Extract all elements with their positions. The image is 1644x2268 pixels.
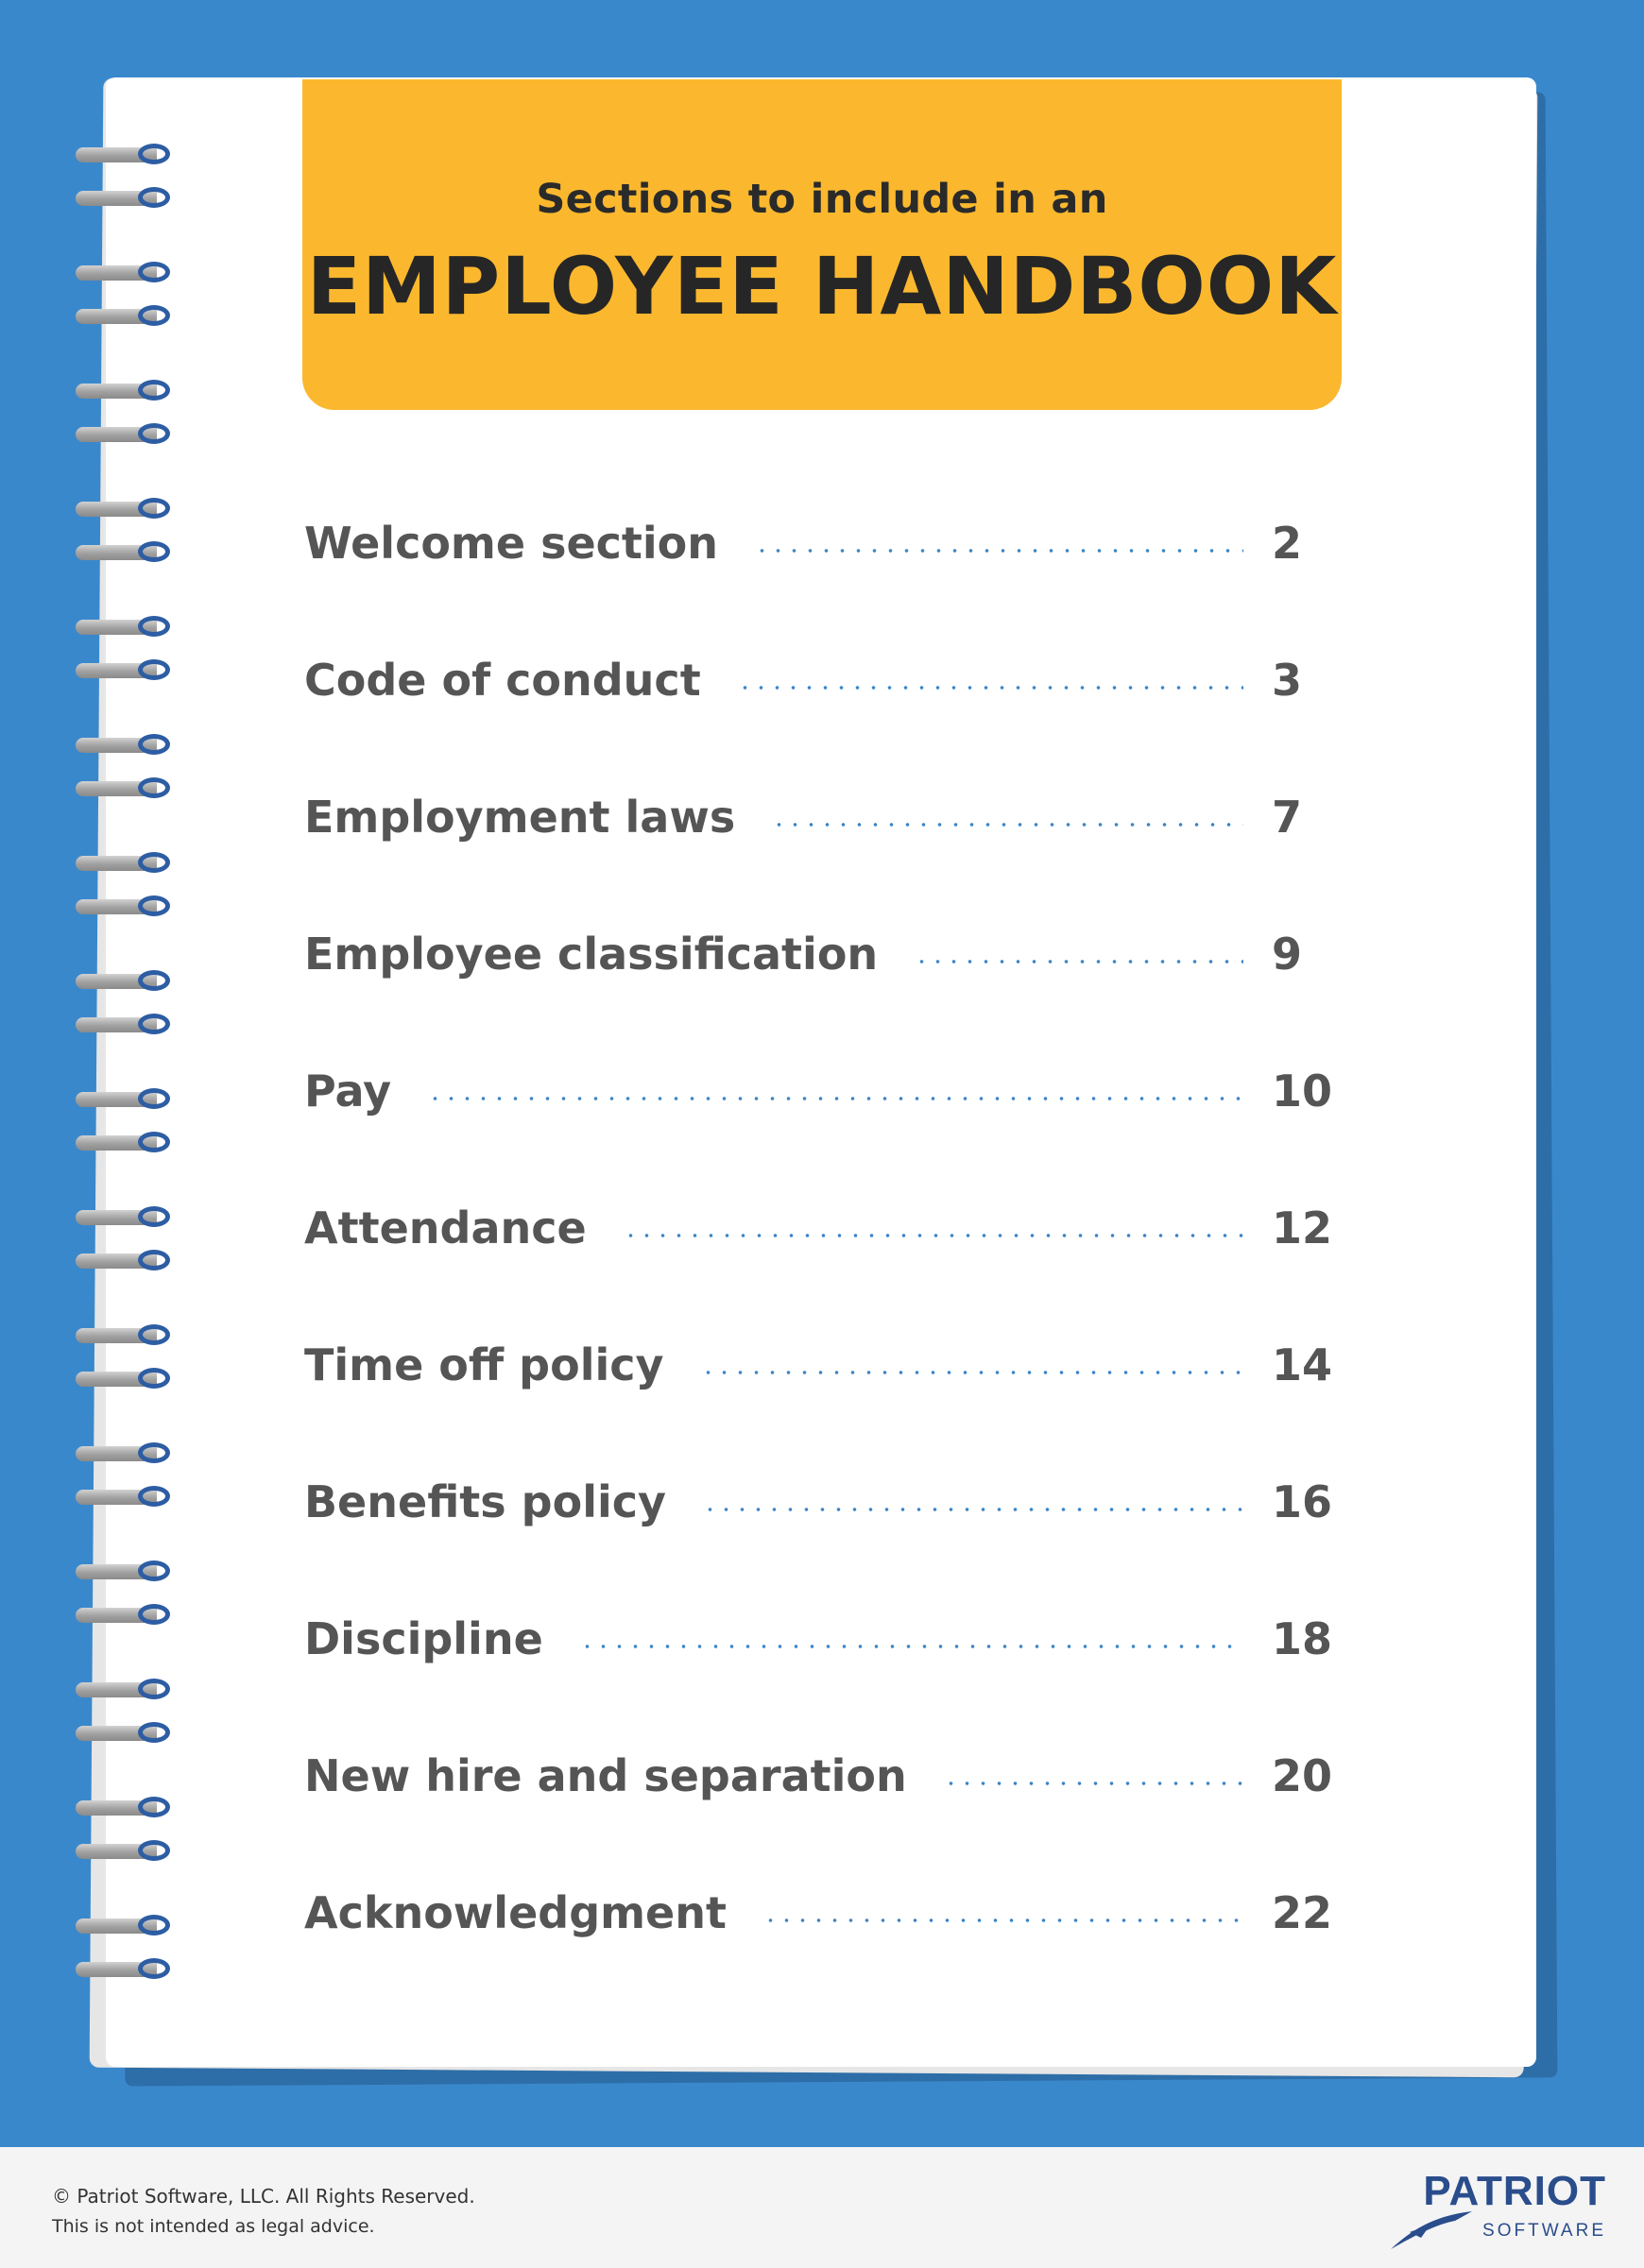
toc-row bbox=[304, 921, 1344, 987]
toc-label: Time off policy bbox=[304, 1339, 664, 1390]
toc-row bbox=[304, 1743, 1344, 1809]
toc-row bbox=[304, 1469, 1344, 1535]
toc-label: Pay bbox=[304, 1066, 392, 1117]
toc-page-number: 3 bbox=[1272, 655, 1303, 706]
toc-page-number: 10 bbox=[1272, 1066, 1333, 1117]
toc-row bbox=[304, 510, 1344, 576]
spiral-coil bbox=[76, 1679, 170, 1701]
toc-label: Discipline bbox=[304, 1613, 543, 1664]
spiral-coil bbox=[76, 1560, 170, 1583]
toc-row bbox=[304, 1195, 1344, 1261]
toc-row bbox=[304, 784, 1344, 850]
spiral-coil bbox=[76, 498, 170, 520]
spiral-coil bbox=[76, 970, 170, 993]
spiral-coil bbox=[76, 1442, 170, 1465]
spiral-coil bbox=[76, 1014, 170, 1036]
spiral-coil bbox=[76, 1958, 170, 1981]
toc-label: Attendance bbox=[304, 1202, 587, 1253]
spiral-coil bbox=[76, 1604, 170, 1627]
spiral-coil bbox=[76, 659, 170, 682]
spiral-coil bbox=[76, 423, 170, 446]
toc-dot-leader bbox=[914, 960, 1243, 963]
spiral-coil bbox=[76, 380, 170, 402]
disclaimer-text: This is not intended as legal advice. bbox=[52, 2216, 375, 2237]
spiral-coil bbox=[76, 1915, 170, 1937]
toc-dot-leader bbox=[700, 1371, 1244, 1374]
toc-dot-leader bbox=[943, 1782, 1243, 1785]
spiral-coil bbox=[76, 1324, 170, 1347]
logo-subtext: SOFTWARE bbox=[1482, 2221, 1606, 2241]
toc-page-number: 20 bbox=[1272, 1750, 1333, 1801]
toc-row bbox=[304, 647, 1344, 713]
spiral-coil bbox=[76, 541, 170, 564]
toc-dot-leader bbox=[427, 1097, 1243, 1100]
toc-row bbox=[304, 1880, 1344, 1946]
toc-label: Employee classification bbox=[304, 929, 879, 980]
toc-label: Code of conduct bbox=[304, 655, 701, 706]
toc-dot-leader bbox=[702, 1508, 1243, 1511]
toc-dot-leader bbox=[754, 549, 1243, 553]
spiral-coil bbox=[76, 1088, 170, 1111]
spiral-coil bbox=[76, 144, 170, 166]
spiral-coil bbox=[76, 1132, 170, 1154]
toc-dot-leader bbox=[623, 1234, 1243, 1237]
spiral-coil bbox=[76, 777, 170, 800]
toc-label: Employment laws bbox=[304, 792, 736, 843]
toc-label: Benefits policy bbox=[304, 1476, 667, 1527]
spiral-coil bbox=[76, 895, 170, 918]
spiral-coil bbox=[76, 262, 170, 284]
spiral-coil bbox=[76, 1368, 170, 1390]
toc-page-number: 18 bbox=[1272, 1613, 1333, 1664]
toc-page-number: 9 bbox=[1272, 929, 1303, 980]
spiral-coil bbox=[76, 1250, 170, 1272]
spiral-coil bbox=[76, 616, 170, 639]
toc-row bbox=[304, 1606, 1344, 1672]
toc-label: Welcome section bbox=[304, 518, 719, 569]
spiral-coil bbox=[76, 1722, 170, 1745]
spiral-coil bbox=[76, 1486, 170, 1509]
spiral-coil bbox=[76, 305, 170, 328]
toc-label: Acknowledgment bbox=[304, 1887, 727, 1938]
footer bbox=[0, 2147, 1644, 2268]
toc-row bbox=[304, 1058, 1344, 1124]
toc-page-number: 16 bbox=[1272, 1476, 1333, 1527]
patriot-logo-icon bbox=[1389, 2168, 1606, 2258]
spiral-coil bbox=[76, 187, 170, 210]
spiral-coil bbox=[76, 852, 170, 875]
toc-row bbox=[304, 1332, 1344, 1398]
spiral-coil bbox=[76, 1206, 170, 1229]
toc-dot-leader bbox=[737, 686, 1243, 690]
logo-word: PATRIOT bbox=[1423, 2168, 1606, 2214]
spiral-coil bbox=[76, 734, 170, 757]
toc-label: New hire and separation bbox=[304, 1750, 907, 1801]
header-subtitle: Sections to include in an bbox=[536, 176, 1108, 223]
toc-dot-leader bbox=[762, 1918, 1243, 1922]
toc-page-number: 2 bbox=[1272, 518, 1303, 569]
copyright-text: © Patriot Software, LLC. All Rights Reserved. bbox=[52, 2185, 475, 2208]
toc-page-number: 22 bbox=[1272, 1887, 1333, 1938]
toc-dot-leader bbox=[579, 1645, 1243, 1648]
header-banner bbox=[302, 79, 1342, 410]
toc-page-number: 12 bbox=[1272, 1202, 1333, 1253]
toc-dot-leader bbox=[771, 823, 1243, 827]
toc-page-number: 7 bbox=[1272, 792, 1303, 843]
spiral-binding-icon bbox=[76, 144, 180, 1995]
spiral-coil bbox=[76, 1840, 170, 1863]
toc-page-number: 14 bbox=[1272, 1339, 1333, 1390]
spiral-coil bbox=[76, 1797, 170, 1819]
header-title: EMPLOYEE HANDBOOK bbox=[306, 240, 1338, 333]
